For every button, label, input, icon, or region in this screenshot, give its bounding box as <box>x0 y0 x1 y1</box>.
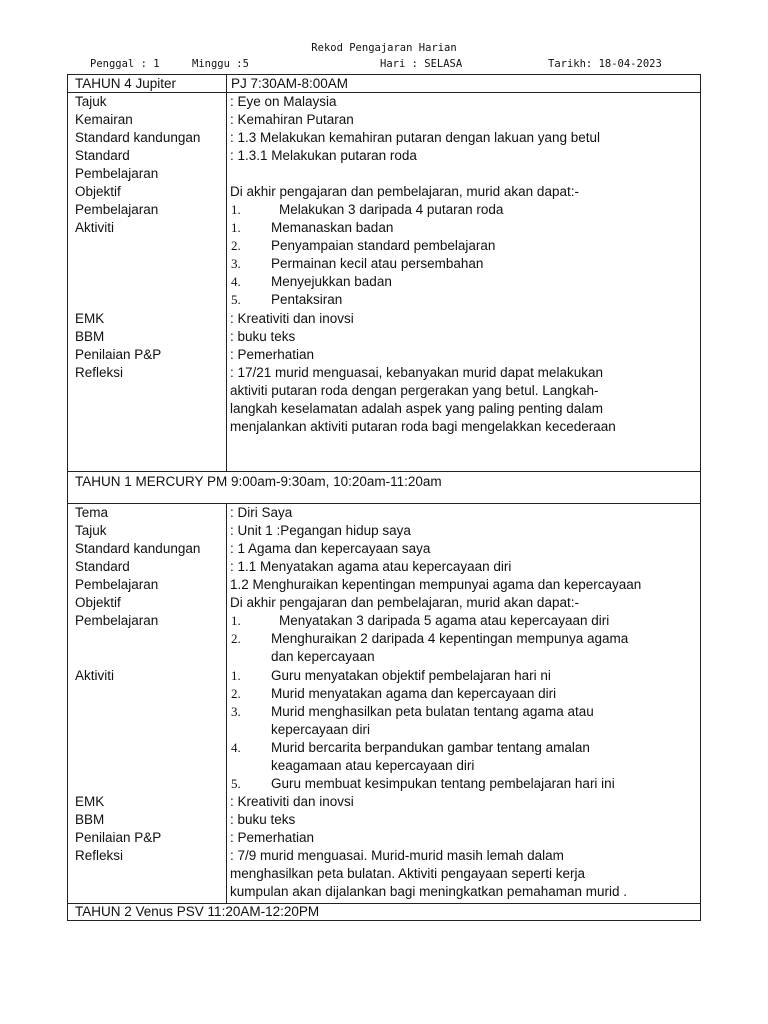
refleksi-line: kumpulan akan dijalankan bagi meningkatkan pemahaman murid . <box>230 884 627 899</box>
label-pembelajaran: Pembelajaran <box>75 577 159 592</box>
aktiviti-item: Murid menyatakan agama dan kepercayaan diri <box>271 686 557 701</box>
minggu-label: Minggu :5 <box>192 58 249 70</box>
label-aktiviti: Aktiviti <box>75 668 115 683</box>
document-title: Rekod Pengajaran Harian <box>311 42 457 54</box>
refleksi-line: menjalankan aktiviti putaran roda bagi mengelakkan kecederaan <box>230 419 616 434</box>
label-refleksi: Refleksi <box>75 848 124 863</box>
hari-label: Hari : SELASA <box>380 58 463 70</box>
aktiviti-item: Murid bercarita berpandukan gambar tentang amalan <box>271 740 590 755</box>
tajuk-value: : Eye on Malaysia <box>230 94 337 109</box>
standard-pembelajaran-value: 1.2 Menghuraikan kepentingan mempunyai agama dan kepercayaan <box>230 577 642 592</box>
refleksi-line: : 7/9 murid menguasai. Murid-murid masih lemah dalam <box>230 848 564 863</box>
emk-value: : Kreativiti dan inovsi <box>230 794 354 809</box>
tarikh-label: Tarikh: 18-04-2023 <box>548 58 662 70</box>
objektif-number: 1. <box>231 613 241 628</box>
label-tajuk: Tajuk <box>75 523 107 538</box>
label-emk: EMK <box>75 311 105 326</box>
objektif-item-continued: dan kepercayaan <box>271 649 375 664</box>
aktiviti-item: Murid menghasilkan peta bulatan tentang agama atau <box>271 704 594 719</box>
row-divider <box>68 503 700 504</box>
aktiviti-number: 4. <box>231 274 241 289</box>
aktiviti-item: Permainan kecil atau persembahan <box>271 256 484 271</box>
tajuk-value: : Unit 1 :Pegangan hidup saya <box>230 523 411 538</box>
class1-heading: TAHUN 4 Jupiter <box>75 76 177 91</box>
lesson-record-table <box>67 74 701 921</box>
label-kemahiran: Kemairan <box>75 112 133 127</box>
label-penilaian: Penilaian P&P <box>75 347 162 362</box>
emk-value: : Kreativiti dan inovsi <box>230 311 354 326</box>
label-standard-kandungan: Standard kandungan <box>75 541 201 556</box>
aktiviti-item: Penyampaian standard pembelajaran <box>271 238 496 253</box>
label-penilaian: Penilaian P&P <box>75 830 162 845</box>
kemahiran-value: : Kemahiran Putaran <box>230 112 354 127</box>
row-divider <box>68 471 700 472</box>
tema-value: : Diri Saya <box>230 505 293 520</box>
aktiviti-number: 3. <box>231 704 241 719</box>
refleksi-line: : 17/21 murid menguasai, kebanyakan murid dapat melakukan <box>230 365 603 380</box>
aktiviti-number: 2. <box>231 238 241 253</box>
penilaian-value: : Pemerhatian <box>230 830 315 845</box>
objektif-number: 1. <box>231 202 241 217</box>
objektif-intro: Di akhir pengajaran dan pembelajaran, murid akan dapat:- <box>230 184 579 199</box>
aktiviti-number: 3. <box>231 256 241 271</box>
label-pembelajaran: Pembelajaran <box>75 613 159 628</box>
label-emk: EMK <box>75 794 105 809</box>
label-standard: Standard <box>75 559 130 574</box>
standard-pembelajaran-value: : 1.1 Menyatakan agama atau kepercayaan diri <box>230 559 512 574</box>
label-bbm: BBM <box>75 329 105 344</box>
class2-heading: TAHUN 1 MERCURY PM 9:00am-9:30am, 10:20am-11:20am <box>75 474 442 489</box>
objektif-item: Melakukan 3 daripada 4 putaran roda <box>279 202 504 217</box>
aktiviti-item: Pentaksiran <box>271 292 343 307</box>
objektif-number: 2. <box>231 631 241 646</box>
aktiviti-number: 4. <box>231 740 241 755</box>
bbm-value: : buku teks <box>230 329 296 344</box>
objektif-item: Menyatakan 3 daripada 5 agama atau kepercayaan diri <box>279 613 610 628</box>
refleksi-line: langkah keselamatan adalah aspek yang paling penting dalam <box>230 401 604 416</box>
label-objektif: Objektif <box>75 184 121 199</box>
label-bbm: BBM <box>75 812 105 827</box>
label-tajuk: Tajuk <box>75 94 107 109</box>
penggal-label: Penggal : 1 <box>90 58 160 70</box>
label-objektif: Objektif <box>75 595 121 610</box>
objektif-item: Menghuraikan 2 daripada 4 kepentingan mempunya agama <box>271 631 629 646</box>
aktiviti-item: Memanaskan badan <box>271 220 394 235</box>
aktiviti-item: Menyejukkan badan <box>271 274 392 289</box>
aktiviti-item-continued: kepercayaan diri <box>271 722 371 737</box>
aktiviti-item: Guru membuat kesimpukan tentang pembelajaran hari ini <box>271 776 615 791</box>
refleksi-line: menghasilkan peta bulatan. Aktiviti pengayaan seperti kerja <box>230 866 585 881</box>
aktiviti-item: Guru menyatakan objektif pembelajaran hari ni <box>271 668 551 683</box>
refleksi-line: aktiviti putaran roda dengan pergerakan yang betul. Langkah- <box>230 383 599 398</box>
label-tema: Tema <box>75 505 109 520</box>
aktiviti-number: 1. <box>231 668 241 683</box>
label-aktiviti: Aktiviti <box>75 220 115 235</box>
aktiviti-number: 1. <box>231 220 241 235</box>
label-pembelajaran: Pembelajaran <box>75 202 159 217</box>
column-divider <box>226 92 227 471</box>
standard-pembelajaran-value: : 1.3.1 Melakukan putaran roda <box>230 148 417 163</box>
column-divider <box>226 75 227 92</box>
label-refleksi: Refleksi <box>75 365 124 380</box>
aktiviti-number: 5. <box>231 292 241 307</box>
class1-subject-time: PJ 7:30AM-8:00AM <box>231 76 349 91</box>
standard-kandungan-value: : 1.3 Melakukan kemahiran putaran dengan lakuan yang betul <box>230 130 601 145</box>
column-divider <box>226 503 227 903</box>
label-standard-kandungan: Standard kandungan <box>75 130 201 145</box>
aktiviti-item-continued: keagamaan atau kepercayaan diri <box>271 758 475 773</box>
standard-kandungan-value: : 1 Agama dan kepercayaan saya <box>230 541 431 556</box>
objektif-intro: Di akhir pengajaran dan pembelajaran, murid akan dapat:- <box>230 595 579 610</box>
penilaian-value: : Pemerhatian <box>230 347 315 362</box>
bbm-value: : buku teks <box>230 812 296 827</box>
aktiviti-number: 5. <box>231 776 241 791</box>
aktiviti-number: 2. <box>231 686 241 701</box>
label-standard: Standard <box>75 148 130 163</box>
class3-heading: TAHUN 2 Venus PSV 11:20AM-12:20PM <box>75 904 320 919</box>
label-pembelajaran: Pembelajaran <box>75 166 159 181</box>
